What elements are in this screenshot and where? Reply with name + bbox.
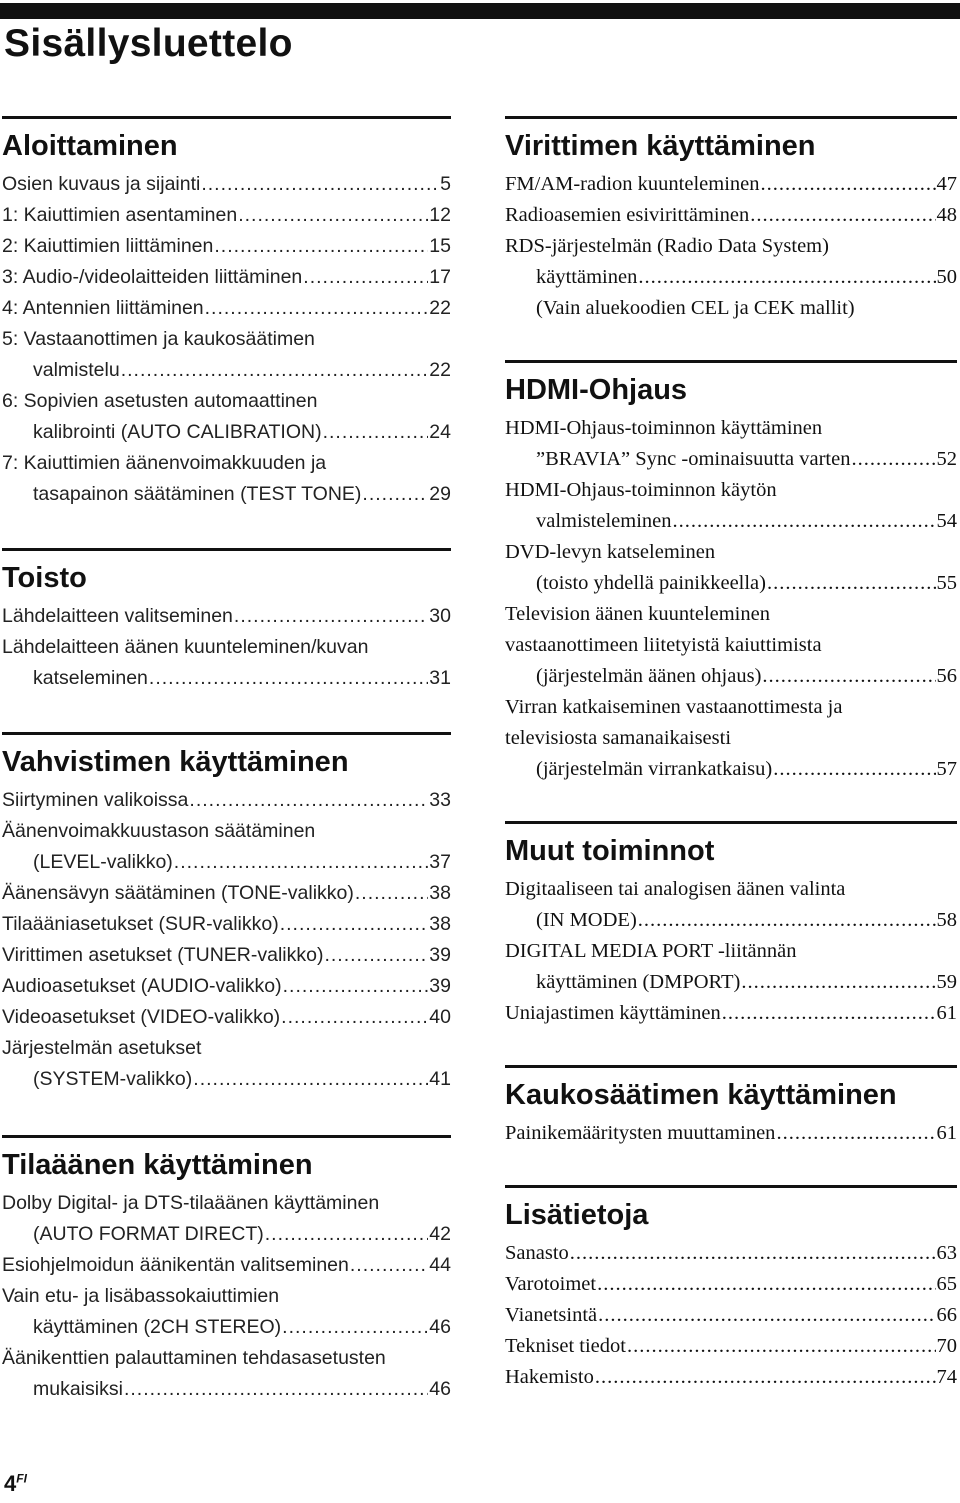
dot-leader: [362, 479, 428, 510]
page-number-ref: 31: [429, 667, 451, 689]
dot-leader: [324, 940, 428, 971]
page-number-ref: 66: [936, 1304, 957, 1326]
entry-title: (AUTO FORMAT DIRECT): [33, 1223, 264, 1245]
entry-title: (Vain aluekoodien CEL ja CEK mallit): [536, 297, 855, 319]
section-heading: Toisto: [2, 562, 87, 594]
dot-leader: [350, 1250, 428, 1281]
toc-left-column: [2, 116, 451, 1405]
dot-leader: [282, 1312, 428, 1343]
dot-leader: [761, 169, 936, 200]
dot-leader: [193, 1064, 428, 1095]
language-code: FI: [16, 1471, 27, 1486]
dot-leader: [149, 663, 428, 694]
toc-entry[interactable]: [505, 537, 957, 599]
page-number-ref: 39: [429, 944, 451, 966]
entry-title-row: [2, 601, 451, 632]
dot-leader: [355, 878, 428, 909]
dot-leader: [851, 444, 935, 475]
page-number-ref: 63: [936, 1242, 957, 1264]
toc-section-vahvistimen-k-ytt-minen: [2, 732, 451, 1095]
dot-leader: [750, 200, 935, 231]
toc-section-aloittaminen: [2, 116, 451, 510]
entry-title-line: Television äänen kuunteleminen: [505, 603, 770, 625]
toc-entry[interactable]: [2, 1002, 451, 1033]
toc-entry-list: [505, 874, 957, 1029]
page-number-ref: 61: [936, 1122, 957, 1144]
toc-section-lis-tietoja: [505, 1185, 957, 1393]
page-number-ref: 39: [429, 975, 451, 997]
entry-title-row: [505, 1300, 957, 1331]
toc-entry-list: [2, 785, 451, 1095]
entry-title: valmistelu: [33, 359, 120, 381]
page-number-ref: 15: [429, 235, 451, 257]
entry-title: Lähdelaitteen valitseminen: [2, 605, 233, 627]
toc-entry-list: [505, 413, 957, 785]
dot-leader: [638, 262, 935, 293]
entry-title-row: [505, 506, 957, 537]
dot-leader: [673, 506, 936, 537]
page-number-ref: 70: [936, 1335, 957, 1357]
toc-entry[interactable]: [505, 998, 957, 1029]
entry-title-row: [2, 355, 451, 386]
entry-title-line: HDMI-Ohjaus-toiminnon käytön: [505, 479, 777, 501]
page-number-ref: 24: [429, 421, 451, 443]
page-number-ref: 58: [936, 909, 957, 931]
entry-title-line: vastaanottimeen liitetyistä kaiuttimista: [505, 634, 822, 656]
toc-entry[interactable]: [2, 1250, 451, 1281]
dot-leader: [280, 909, 429, 940]
toc-section-hdmi-ohjaus: [505, 360, 957, 785]
entry-title-line: Digitaaliseen tai analogisen äänen valinta: [505, 878, 846, 900]
dot-leader: [776, 1118, 935, 1149]
entry-title-row: [2, 479, 451, 510]
entry-title-row: [2, 1374, 451, 1405]
toc-entry[interactable]: [2, 909, 451, 940]
entry-title-line: Virran katkaiseminen vastaanottimesta ja: [505, 696, 843, 718]
section-heading: Virittimen käyttäminen: [505, 130, 816, 162]
entry-title: Uniajastimen käyttäminen: [505, 1002, 721, 1024]
page-number-ref: 46: [429, 1316, 451, 1338]
entry-title-row: [505, 568, 957, 599]
entry-title: mukaisiksi: [33, 1378, 123, 1400]
entry-title: FM/AM-radion kuunteleminen: [505, 173, 760, 195]
toc-entry[interactable]: [505, 475, 957, 537]
entry-title-row: [2, 847, 451, 878]
page-number: 4: [4, 1471, 17, 1496]
entry-title: Audioasetukset (AUDIO-valikko): [2, 975, 282, 997]
page-number-ref: 59: [936, 971, 957, 993]
entry-title-line: HDMI-Ohjaus-toiminnon käyttäminen: [505, 417, 823, 439]
toc-entry[interactable]: [505, 293, 957, 324]
page-number-ref: 22: [429, 359, 451, 381]
entry-title: 3: Audio-/videolaitteiden liittäminen: [2, 266, 303, 288]
toc-section-tila-nen-k-ytt-minen: [2, 1135, 451, 1405]
page-number-ref: 38: [429, 882, 451, 904]
dot-leader: [595, 1362, 936, 1393]
dot-leader: [214, 231, 428, 262]
toc-entry[interactable]: [2, 262, 451, 293]
entry-title-line: televisiosta samanaikaisesti: [505, 727, 732, 749]
page-number-ref: 55: [936, 572, 957, 594]
entry-title-row: [505, 262, 957, 293]
toc-entry[interactable]: [505, 692, 957, 785]
page-number-ref: 74: [936, 1366, 957, 1388]
entry-title-row: [2, 909, 451, 940]
entry-title: katseleminen: [33, 667, 148, 689]
entry-title-line: Vain etu- ja lisäbassokaiuttimien: [2, 1285, 280, 1307]
page-number-ref: 42: [429, 1223, 451, 1245]
toc-entry[interactable]: [2, 386, 451, 448]
entry-title-row: [505, 169, 957, 200]
entry-title-row: [505, 1238, 957, 1269]
entry-title: (toisto yhdellä painikkeella): [536, 572, 766, 594]
top-rule-bar: [0, 3, 960, 19]
entry-title: käyttäminen: [536, 266, 638, 288]
page-number-ref: 50: [936, 266, 957, 288]
toc-entry-list: [2, 601, 451, 694]
page-number-ref: 48: [936, 204, 957, 226]
toc-entry[interactable]: [505, 936, 957, 998]
entry-title-row: [505, 905, 957, 936]
toc-entry[interactable]: [505, 1238, 957, 1269]
dot-leader: [570, 1238, 936, 1269]
entry-title-row: [2, 1064, 451, 1095]
entry-title: 1: Kaiuttimien asentaminen: [2, 204, 238, 226]
entry-title-line: 5: Vastaanottimen ja kaukosäätimen: [2, 328, 315, 350]
entry-title: Painikemääritysten muuttaminen: [505, 1122, 776, 1144]
entry-title-row: [2, 971, 451, 1002]
page-number-ref: 40: [429, 1006, 451, 1028]
entry-title-line: Äänenvoimakkuustason säätäminen: [2, 820, 316, 842]
page-number-ref: 61: [936, 1002, 957, 1024]
dot-leader: [234, 601, 428, 632]
toc-entry[interactable]: [2, 1188, 451, 1250]
entry-title-line: DIGITAL MEDIA PORT -liitännän: [505, 940, 797, 962]
toc-entry-list: [505, 169, 957, 324]
dot-leader: [741, 967, 935, 998]
entry-title: Sanasto: [505, 1242, 569, 1264]
toc-entry-list: [2, 169, 451, 510]
entry-title-row: [2, 231, 451, 262]
toc-entry[interactable]: [505, 231, 957, 293]
toc-entry[interactable]: [505, 1269, 957, 1300]
dot-leader: [773, 754, 935, 785]
entry-title-line: 6: Sopivien asetusten automaattinen: [2, 390, 318, 412]
toc-entry-list: [2, 1188, 451, 1405]
toc-entry[interactable]: [2, 293, 451, 324]
toc-entry[interactable]: [505, 1331, 957, 1362]
page-footer: [4, 1471, 27, 1497]
entry-title-row: [505, 1269, 957, 1300]
toc-entry[interactable]: [2, 816, 451, 878]
toc-entry[interactable]: [2, 971, 451, 1002]
entry-title-row: [2, 1250, 451, 1281]
section-heading: Tilaäänen käyttäminen: [2, 1149, 313, 1181]
toc-entry-list: [505, 1238, 957, 1393]
page-number-ref: 17: [429, 266, 451, 288]
entry-title: (SYSTEM-valikko): [33, 1068, 193, 1090]
toc-entry[interactable]: [2, 231, 451, 262]
entry-title: Tilaääniasetukset (SUR-valikko): [2, 913, 279, 935]
dot-leader: [265, 1219, 429, 1250]
entry-title-line: Dolby Digital- ja DTS-tilaäänen käyttäminen: [2, 1192, 380, 1214]
dot-leader: [303, 262, 428, 293]
toc-entry[interactable]: [2, 632, 451, 694]
entry-title-row: [505, 293, 957, 324]
toc-entry[interactable]: [2, 324, 451, 386]
page-number-ref: 52: [936, 448, 957, 470]
toc-entry[interactable]: [505, 1118, 957, 1149]
entry-title-line: 7: Kaiuttimien äänenvoimakkuuden ja: [2, 452, 327, 474]
dot-leader: [174, 847, 429, 878]
toc-entry[interactable]: [505, 200, 957, 231]
dot-leader: [598, 1300, 935, 1331]
entry-title-line: Äänikenttien palauttaminen tehdasasetusten: [2, 1347, 386, 1369]
page-number-ref: 5: [440, 173, 451, 195]
page-number-ref: 30: [429, 605, 451, 627]
entry-title: Virittimen asetukset (TUNER-valikko): [2, 944, 324, 966]
entry-title: 4: Antennien liittäminen: [2, 297, 204, 319]
entry-title-line: Lähdelaitteen äänen kuunteleminen/kuvan: [2, 636, 369, 658]
page-number-ref: 12: [429, 204, 451, 226]
entry-title-row: [505, 1362, 957, 1393]
entry-title: Varotoimet: [505, 1273, 597, 1295]
page-number-ref: 29: [429, 483, 451, 505]
toc-entry[interactable]: [505, 1362, 957, 1393]
entry-title: (järjestelmän äänen ohjaus): [536, 665, 762, 687]
dot-leader: [283, 971, 429, 1002]
toc-section-muut-toiminnot: [505, 821, 957, 1029]
section-heading: Aloittaminen: [2, 130, 178, 162]
entry-title: Äänensävyn säätäminen (TONE-valikko): [2, 882, 354, 904]
entry-title-line: RDS-järjestelmän (Radio Data System): [505, 235, 829, 257]
dot-leader: [762, 661, 935, 692]
entry-title-row: [2, 417, 451, 448]
entry-title: (LEVEL-valikko): [33, 851, 173, 873]
entry-title-row: [2, 878, 451, 909]
toc-entry[interactable]: [2, 169, 451, 200]
dot-leader: [238, 200, 428, 231]
toc-entry[interactable]: [2, 1343, 451, 1405]
entry-title: Vianetsintä: [505, 1304, 598, 1326]
dot-leader: [121, 355, 429, 386]
toc-entry[interactable]: [2, 601, 451, 632]
entry-title-row: [2, 1002, 451, 1033]
toc-entry[interactable]: [2, 1033, 451, 1095]
page-number-ref: 47: [936, 173, 957, 195]
section-heading: Muut toiminnot: [505, 835, 715, 867]
entry-title-row: [505, 967, 957, 998]
page-number-ref: 65: [936, 1273, 957, 1295]
entry-title: Osien kuvaus ja sijainti: [2, 173, 201, 195]
entry-title-row: [505, 754, 957, 785]
toc-entry[interactable]: [2, 1281, 451, 1343]
dot-leader: [767, 568, 936, 599]
entry-title-row: [2, 169, 451, 200]
entry-title: Esiohjelmoidun äänikentän valitseminen: [2, 1254, 349, 1276]
toc-entry[interactable]: [505, 413, 957, 475]
toc-entry[interactable]: [2, 785, 451, 816]
entry-title-line: Järjestelmän asetukset: [2, 1037, 202, 1059]
page-number-ref: 54: [936, 510, 957, 532]
entry-title-row: [505, 444, 957, 475]
entry-title-row: [2, 200, 451, 231]
entry-title-row: [2, 785, 451, 816]
dot-leader: [124, 1374, 428, 1405]
entry-title-row: [2, 262, 451, 293]
toc-section-kaukos-timen-k-ytt-minen: [505, 1065, 957, 1149]
page-number-ref: 46: [429, 1378, 451, 1400]
toc-entry[interactable]: [2, 940, 451, 971]
toc-entry-list: [505, 1118, 957, 1149]
entry-title: 2: Kaiuttimien liittäminen: [2, 235, 214, 257]
page-number-ref: 22: [429, 297, 451, 319]
toc-entry[interactable]: [505, 874, 957, 936]
page-number-ref: 57: [936, 758, 957, 780]
toc-section-toisto: [2, 548, 451, 694]
dot-leader: [638, 905, 936, 936]
entry-title: käyttäminen (DMPORT): [536, 971, 741, 993]
dot-leader: [722, 998, 936, 1029]
entry-title: käyttäminen (2CH STEREO): [33, 1316, 282, 1338]
entry-title-row: [505, 200, 957, 231]
entry-title: valmisteleminen: [536, 510, 672, 532]
toc-entry[interactable]: [2, 448, 451, 510]
section-heading: Lisätietoja: [505, 1199, 649, 1231]
entry-title: tasapainon säätäminen (TEST TONE): [33, 483, 362, 505]
dot-leader: [205, 293, 429, 324]
dot-leader: [323, 417, 429, 448]
entry-title-line: DVD-levyn katseleminen: [505, 541, 716, 563]
entry-title-row: [505, 998, 957, 1029]
entry-title-row: [2, 293, 451, 324]
entry-title: Hakemisto: [505, 1366, 594, 1388]
section-heading: Kaukosäätimen käyttäminen: [505, 1079, 897, 1111]
toc-section-virittimen-k-ytt-minen: [505, 116, 957, 324]
entry-title: Tekniset tiedot: [505, 1335, 626, 1357]
dot-leader: [189, 785, 428, 816]
toc-entry[interactable]: [505, 599, 957, 692]
toc-entry[interactable]: [2, 878, 451, 909]
entry-title-row: [505, 661, 957, 692]
entry-title-row: [2, 940, 451, 971]
dot-leader: [597, 1269, 935, 1300]
section-heading: HDMI-Ohjaus: [505, 374, 688, 406]
entry-title: Siirtyminen valikoissa: [2, 789, 189, 811]
entry-title-row: [2, 1312, 451, 1343]
page-number-ref: 37: [429, 851, 451, 873]
entry-title-row: [2, 663, 451, 694]
section-heading: Vahvistimen käyttäminen: [2, 746, 349, 778]
entry-title: (IN MODE): [536, 909, 637, 931]
entry-title-row: [2, 1219, 451, 1250]
entry-title: ”BRAVIA” Sync -ominaisuutta varten: [536, 448, 851, 470]
entry-title-row: [505, 1331, 957, 1362]
toc-entry[interactable]: [505, 1300, 957, 1331]
entry-title: (järjestelmän virrankatkaisu): [536, 758, 773, 780]
entry-title-row: [505, 1118, 957, 1149]
page-number-ref: 56: [936, 665, 957, 687]
toc-entry[interactable]: [505, 169, 957, 200]
dot-leader: [627, 1331, 936, 1362]
entry-title: kalibrointi (AUTO CALIBRATION): [33, 421, 322, 443]
entry-title: Radioasemien esivirittäminen: [505, 204, 750, 226]
page-number-ref: 38: [429, 913, 451, 935]
page-number-ref: 44: [429, 1254, 451, 1276]
dot-leader: [201, 169, 439, 200]
page-number-ref: 41: [429, 1068, 451, 1090]
page-title: Sisällysluettelo: [4, 22, 293, 65]
page-number-ref: 33: [429, 789, 451, 811]
entry-title: Videoasetukset (VIDEO-valikko): [2, 1006, 281, 1028]
toc-entry[interactable]: [2, 200, 451, 231]
toc-right-column: [505, 116, 957, 1393]
dot-leader: [281, 1002, 428, 1033]
